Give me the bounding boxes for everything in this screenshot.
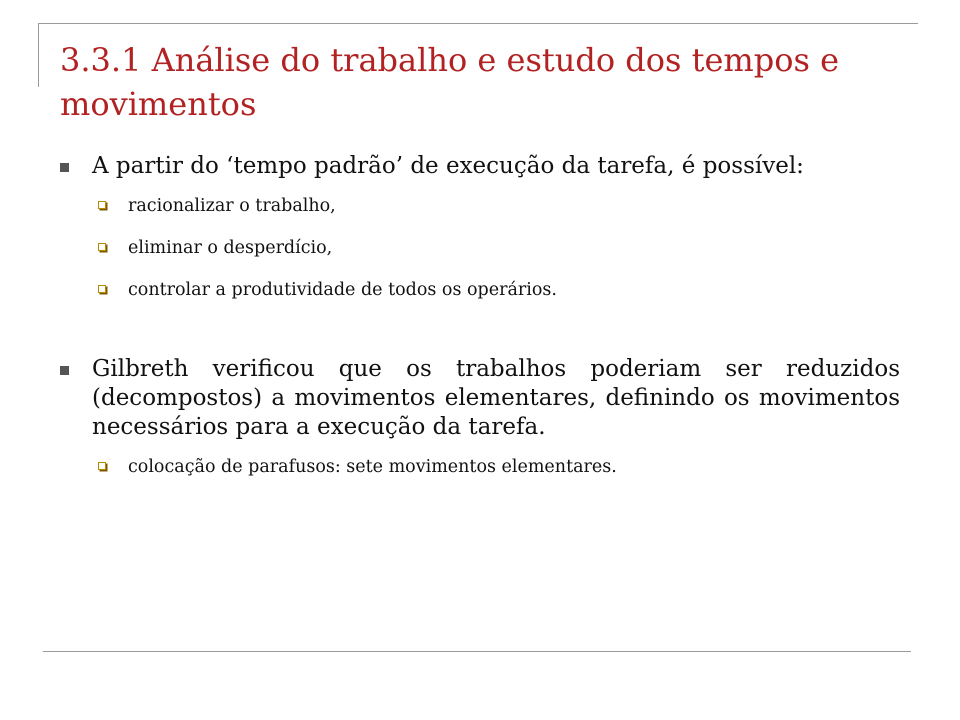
sub-list xyxy=(60,195,900,301)
square-bullet-icon xyxy=(60,366,69,375)
sub-item-text: controlar a produtividade de todos os operários. xyxy=(128,280,557,300)
square-bullet-icon xyxy=(60,163,69,172)
sub-item xyxy=(92,237,900,259)
checkbox-bullet-icon xyxy=(98,243,106,251)
checkbox-bullet-icon xyxy=(98,201,106,209)
top-rule xyxy=(38,23,918,24)
sub-item xyxy=(92,456,900,478)
bullet-spacer xyxy=(60,321,900,355)
sub-item-text: eliminar o desperdício, xyxy=(128,238,333,258)
bullet-text: Gilbreth verificou que os trabalhos poderiam ser reduzidos (decompostos) a movimentos elementares, definindo os movimentos necessários para a execução da tarefa. xyxy=(92,356,900,440)
left-rule xyxy=(38,23,39,87)
slide-title: 3.3.1 Análise do trabalho e estudo dos tempos e movimentos xyxy=(60,41,840,123)
sub-item-text: racionalizar o trabalho, xyxy=(128,196,336,216)
sub-item xyxy=(92,279,900,301)
bullet-item xyxy=(60,152,900,181)
sub-item xyxy=(92,195,900,217)
slide-content xyxy=(60,152,900,498)
bullet-item xyxy=(60,355,900,442)
sub-list xyxy=(60,456,900,478)
bullet-text: A partir do ‘tempo padrão’ de execução da tarefa, é possível: xyxy=(92,153,804,179)
sub-item-text: colocação de parafusos: sete movimentos elementares. xyxy=(128,457,617,477)
bottom-rule xyxy=(43,651,911,652)
checkbox-bullet-icon xyxy=(98,462,106,470)
checkbox-bullet-icon xyxy=(98,285,106,293)
